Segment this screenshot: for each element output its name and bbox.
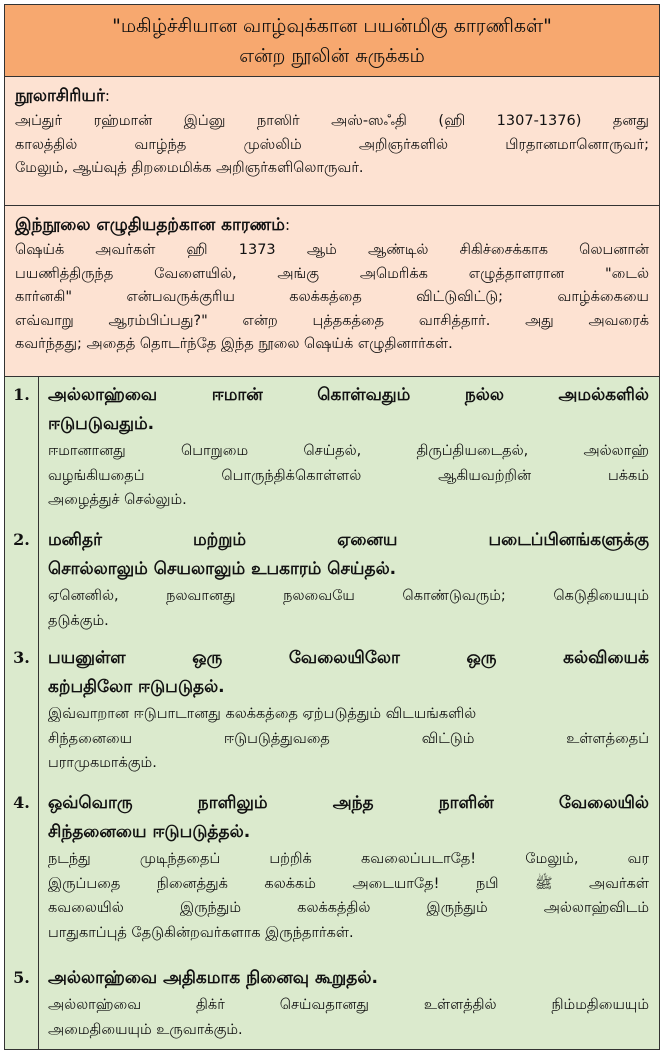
item-description-line: அமைதியையும் உருவாக்கும். <box>48 1021 243 1038</box>
author-line-1: அப்துர் ரஹ்மான் இப்னு நாஸிர் அஸ்-ஸஃதி (ஹி 1307-1376) தனது <box>15 113 649 129</box>
item-number: 5. <box>5 960 39 1049</box>
item-heading-line: அல்லாஹ்வை ஈமான் கொள்வதும் நல்ல அமல்களில் <box>48 385 649 405</box>
reason-item-4 <box>5 785 659 961</box>
item-description-line: அழைத்துச் செல்லும். <box>48 492 187 508</box>
item-description-line: ஏனெனில், நலவானது நலவையே கொண்டுவரும்; கெடுதியையும் <box>48 588 649 604</box>
item-heading-line: பயனுள்ள ஒரு வேலையிலோ ஒரு கல்வியைக் <box>48 648 649 668</box>
reason-item-1 <box>5 377 659 523</box>
item-description-line: வழங்கியதைப் பொருந்திக்கொள்ளல் ஆகியவற்றின் பக்கம் <box>48 467 649 484</box>
item-heading-line: அல்லாஹ்வை அதிகமாக நினைவு கூறுதல். <box>48 968 378 988</box>
author-heading: நூலாசிரியர்: <box>15 86 110 106</box>
item-number: 1. <box>5 377 39 522</box>
reason-item-5 <box>5 960 659 1049</box>
item-heading-line: மனிதர் மற்றும் ஏனைய படைப்பினங்களுக்கு <box>48 530 649 550</box>
item-heading-line: சொல்லாலும் செயலாலும் உபகாரம் செய்தல். <box>48 559 397 579</box>
reason-line-3: கார்னகி" என்பவருக்குரிய கலக்கத்தை விட்டுவிட்டு; வாழ்க்கையை <box>15 289 649 305</box>
summary-document <box>4 4 660 1050</box>
item-description-line: கவலையில் இருந்தும் கலக்கத்தில் இருந்தும் அல்லாஹ்விடம் <box>48 900 649 916</box>
reason-item-3 <box>5 640 659 786</box>
item-description-line: இருப்பதை நினைத்துக் கலக்கம் அடையாதே! நபி ﷺ அவர்கள் <box>48 875 649 892</box>
item-description-line: சிந்தனையை ஈடுபடுத்துவதை விட்டும் உள்ளத்தைப் <box>48 730 649 747</box>
item-description-line: இவ்வாறான ஈடுபாடானது கலக்கத்தை ஏற்படுத்தும் விடயங்களில் <box>48 706 477 722</box>
item-description-line: பராமுகமாக்கும். <box>48 755 157 771</box>
title-line-1: "மகிழ்ச்சியான வாழ்வுக்கான பயன்மிகு காரணிகள்" <box>112 15 552 37</box>
author-line-2: காலத்தில் வாழ்ந்த முஸ்லிம் அறிஞர்களில் பிரதானமானொருவர்; <box>15 136 649 153</box>
item-description-line: நடந்து முடிந்ததைப் பற்றிக் கவலைப்படாதே! மேலும், வர <box>48 851 649 867</box>
item-heading-line: சிந்தனையை ஈடுபடுத்தல். <box>48 822 251 842</box>
item-number: 3. <box>5 640 39 785</box>
item-number: 2. <box>5 522 39 640</box>
reason-line-2: பயணித்திருந்த வேளையில், அங்கு அமெரிக்க எழுத்தாளரான "டைல் <box>15 265 649 282</box>
item-heading-line: கற்பதிலோ ஈடுபடுதல். <box>48 677 225 697</box>
reason-line-1: ஷெய்க் அவர்கள் ஹி 1373 ஆம் ஆண்டில் சிகிச்சைக்காக லெபனான் <box>15 242 649 258</box>
title-banner <box>5 5 659 77</box>
title-line-2: என்ற நூலின் சுருக்கம் <box>239 45 425 67</box>
author-section <box>5 77 659 206</box>
reason-section <box>5 206 659 377</box>
item-description-line: அல்லாஹ்வை திக்ர் செய்வதானது உள்ளத்தில் நிம்மதியையும் <box>48 997 649 1013</box>
reason-item-2 <box>5 522 659 641</box>
item-description-line: ஈமானானது பொறுமை செய்தல், திருப்தியடைதல், அல்லாஹ் <box>48 443 649 459</box>
item-heading-line: ஒவ்வொரு நாளிலும் அந்த நாளின் வேலையில் <box>48 793 649 813</box>
item-description-line: பாதுகாப்புத் தேடுகின்றவர்களாக இருந்தார்கள். <box>48 924 354 941</box>
item-heading-line: ஈடுபடுவதும். <box>48 414 155 434</box>
item-number: 4. <box>5 785 39 960</box>
reason-heading: இந்நூலை எழுதியதற்கான காரணம்: <box>15 215 291 235</box>
author-line-3: மேலும், ஆய்வுத் திறமைமிக்க அறிஞர்களிலொருவர். <box>15 160 364 176</box>
reason-line-5: கவர்ந்தது; அதைத் தொடர்ந்தே இந்த நூலை ஷெய்க் எழுதினார்கள். <box>15 336 453 352</box>
item-description-line: தடுக்கும். <box>48 612 109 629</box>
reason-line-4: எவ்வாறு ஆரம்பிப்பது?" என்ற புத்தகத்தை வாசித்தார். அது அவரைக் <box>15 312 649 329</box>
